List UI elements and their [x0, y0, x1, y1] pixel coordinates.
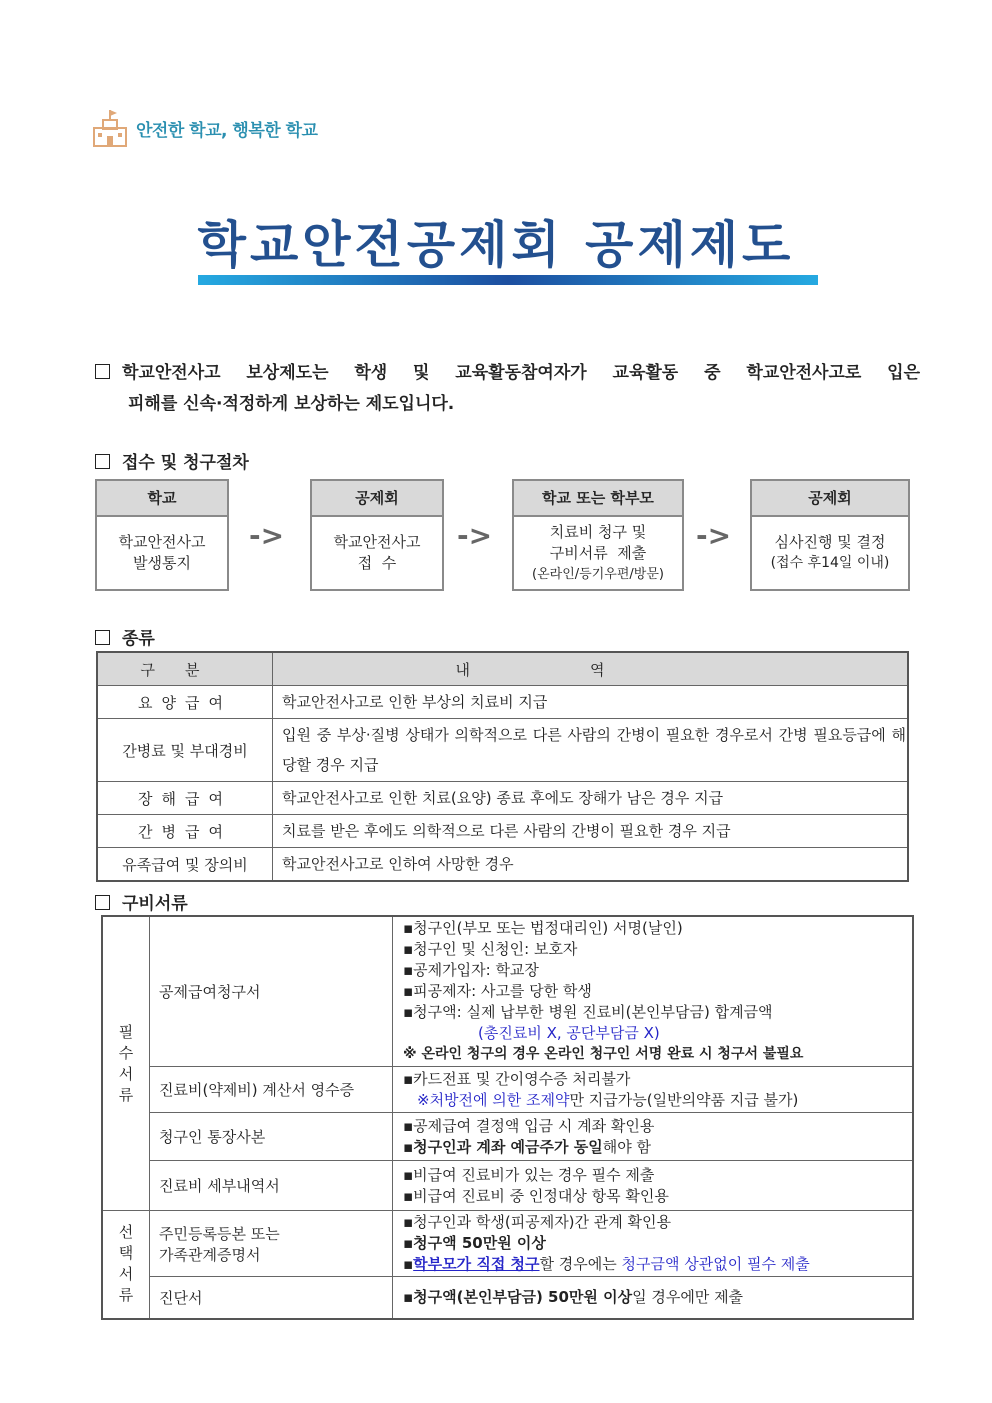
table-row	[102, 916, 913, 1067]
step-line: 접 수	[357, 554, 397, 572]
type-description: 학교안전사고로 인한 치료(요양) 종료 후에도 장해가 남은 경우 지급	[273, 782, 909, 815]
slogan: 안전한 학교, 행복한 학교	[136, 120, 318, 141]
step-title: 학교	[97, 481, 227, 517]
type-name: 장해급여	[97, 782, 273, 815]
type-name: 유족급여 및 장의비	[97, 848, 273, 882]
step-note: (온라인/등기우편/방문)	[532, 566, 664, 582]
table-row	[102, 1211, 913, 1277]
doc-name: 청구인 통장사본	[150, 1113, 393, 1161]
table-row	[102, 1067, 913, 1113]
doc-name: 진료비 세부내역서	[150, 1161, 393, 1211]
step-title: 학교 또는 학부모	[514, 481, 682, 517]
doc-name: 공제급여청구서	[150, 916, 393, 1067]
step-title: 공제회	[752, 481, 908, 517]
type-description: 치료를 받은 후에도 의학적으로 다른 사람의 간병이 필요한 경우 지급	[273, 815, 909, 848]
table-row	[102, 1277, 913, 1319]
process-step-4	[750, 479, 910, 591]
intro-line-2: 피해를 신속·적정하게 보상하는 제도입니다.	[128, 394, 455, 414]
doc-name: 주민등록등본 또는 가족관계증명서	[150, 1211, 393, 1277]
arrow-icon: ->	[249, 519, 285, 552]
checkbox-square-icon	[95, 630, 110, 645]
step-line: 발생통지	[133, 554, 191, 572]
type-name: 간병급여	[97, 815, 273, 848]
process-step-2	[310, 479, 444, 591]
column-header: 내역	[273, 652, 909, 686]
process-step-1	[95, 479, 229, 591]
step-title: 공제회	[312, 481, 442, 517]
doc-detail: ▪공제급여 결정액 입금 시 계좌 확인용 ▪청구인과 계좌 예금주가 동일해야 함	[393, 1113, 914, 1161]
type-description: 학교안전사고로 인하여 사망한 경우	[273, 848, 909, 882]
school-building-icon	[92, 108, 128, 148]
type-name: 요양급여	[97, 686, 273, 719]
step-line: 치료비 청구 및	[549, 522, 647, 541]
arrow-icon: ->	[457, 519, 493, 552]
arrow-icon: ->	[696, 519, 732, 552]
column-header: 구분	[97, 652, 273, 686]
doc-detail: ▪청구인과 학생(피공제자)간 관계 확인용 ▪청구액 50만원 이상 ▪학부모가 직접 청구할 경우에는 청구금액 상관없이 필수 제출	[393, 1211, 914, 1277]
step-line: 학교안전사고	[333, 533, 421, 551]
doc-detail: ▪카드전표 및 간이영수증 처리불가 ※처방전에 의한 조제약만 지급가능(일반의약품 지급 불가)	[393, 1067, 914, 1113]
checkbox-square-icon	[95, 895, 110, 910]
doc-name: 진료비(약제비) 계산서 영수증	[150, 1067, 393, 1113]
page-title: 학교안전공제회 공제제도	[197, 216, 795, 274]
step-line: 학교안전사고	[118, 533, 206, 551]
doc-name: 진단서	[150, 1277, 393, 1319]
section-docs-heading: 구비서류	[95, 889, 188, 914]
step-line: 구비서류 제출	[549, 543, 647, 562]
group-required: 필 수 서 류	[102, 916, 150, 1211]
step-line: (접수 후14일 이내)	[770, 555, 890, 571]
table-row	[97, 848, 908, 882]
type-name: 간병료 및 부대경비	[97, 719, 273, 782]
header-logo	[92, 108, 317, 148]
checkbox-square-icon	[95, 364, 110, 379]
table-row	[97, 782, 908, 815]
title-underline	[198, 275, 818, 285]
type-description: 학교안전사고로 인한 부상의 치료비 지급	[273, 686, 909, 719]
intro-line-1: 학교안전사고 보상제도는 학생 및 교육활동참여자가 교육활동 중 학교안전사고로 입은	[95, 358, 920, 389]
type-description: 입원 중 부상·질병 상태가 의학적으로 다른 사람의 간병이 필요한 경우로서 간병 필요등급에 해당할 경우 지급	[273, 719, 909, 782]
doc-detail: ▪청구액(본인부담금) 50만원 이상일 경우에만 제출	[393, 1277, 914, 1319]
doc-detail: ▪비급여 진료비가 있는 경우 필수 제출 ▪비급여 진료비 중 인정대상 항목 확인용	[393, 1161, 914, 1211]
checkbox-square-icon	[95, 454, 110, 469]
types-table	[96, 651, 909, 882]
table-row	[97, 719, 908, 782]
section-types-heading: 종류	[95, 624, 155, 649]
table-row	[102, 1113, 913, 1161]
table-row	[97, 815, 908, 848]
doc-detail: ▪청구인(부모 또는 법정대리인) 서명(날인) ▪청구인 및 신청인: 보호자 ▪공제가입자: 학교장 ▪피공제자: 사고를 당한 학생 ▪청구액: 실제 납부한 병원 진료비(본인부담금) 합계금액 (총진료비 X, 공단부담금 X) ※ 온라인 청구의 경우 온라인 청구인 서명 완료 시 청구서 불필요	[393, 916, 914, 1067]
group-optional: 선 택 서 류	[102, 1211, 150, 1319]
step-line: 심사진행 및 결정	[774, 533, 886, 551]
section-process-heading: 접수 및 청구절차	[95, 448, 249, 473]
table-row	[102, 1161, 913, 1211]
process-step-3	[512, 479, 684, 591]
table-row	[97, 686, 908, 719]
documents-table	[101, 915, 914, 1320]
